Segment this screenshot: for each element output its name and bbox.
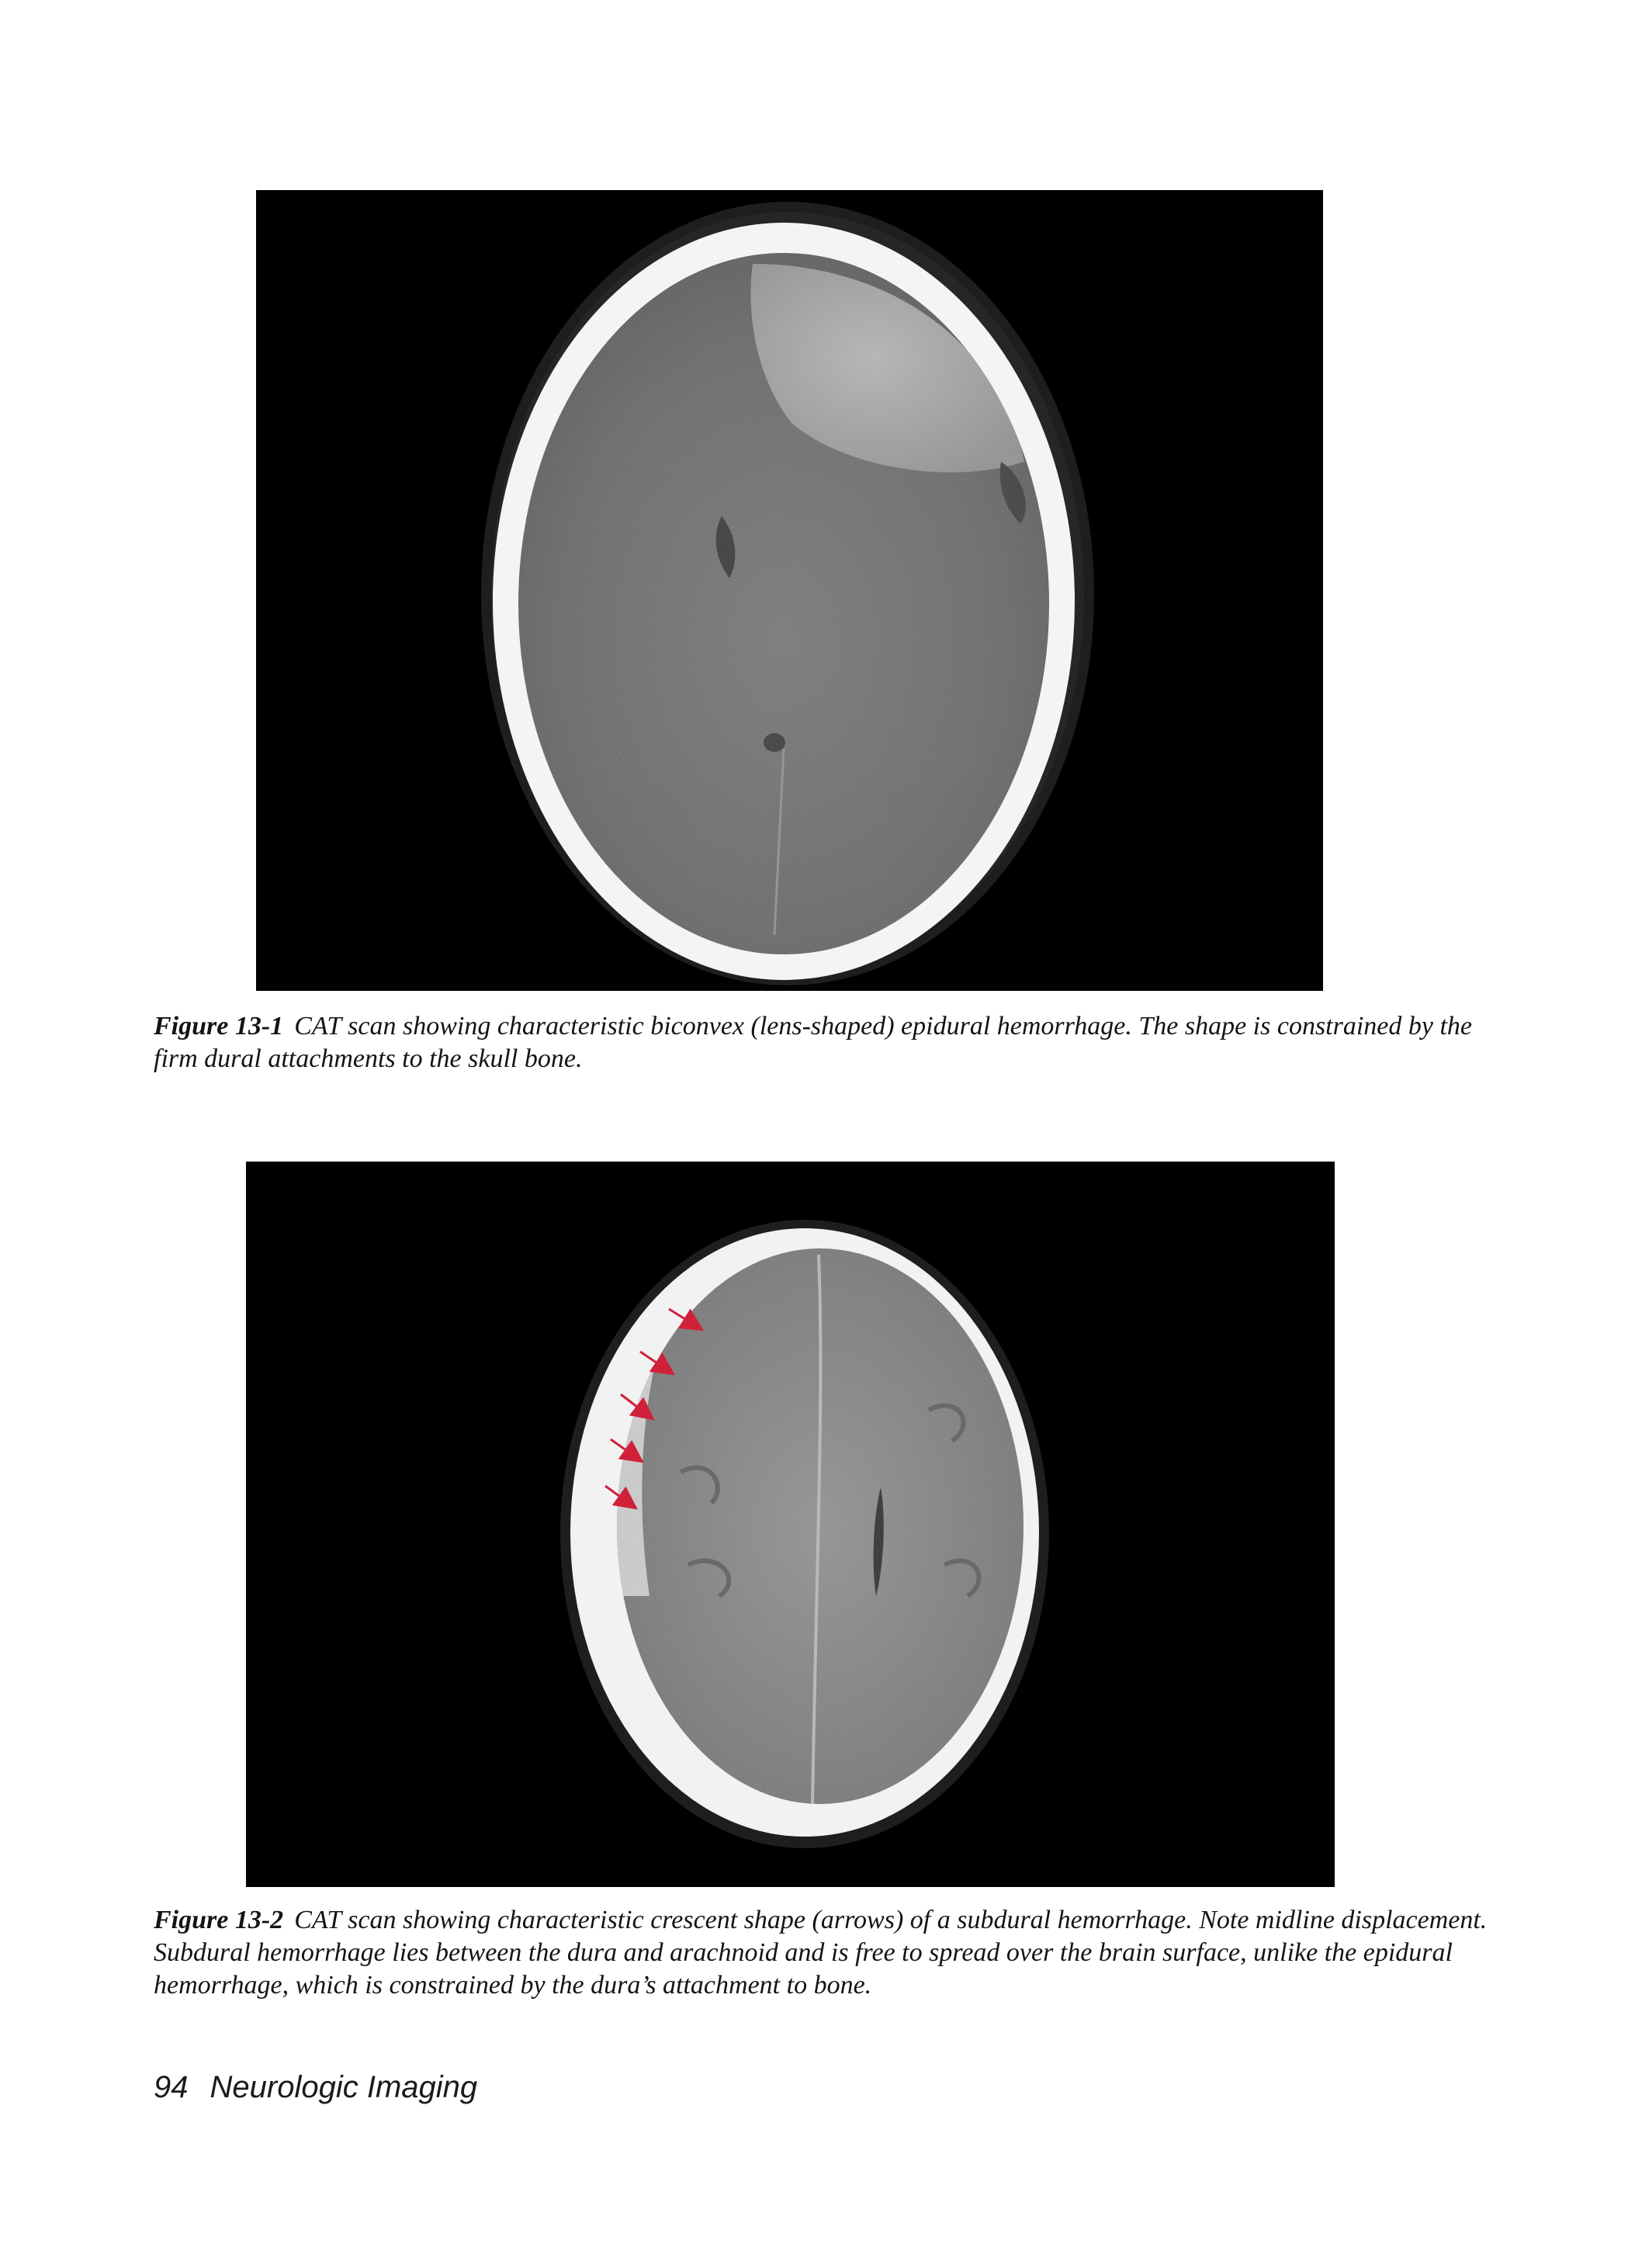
subdural-ct-scan bbox=[246, 1162, 1335, 1887]
epidural-ct-scan bbox=[256, 190, 1323, 991]
figure-13-2-image bbox=[246, 1162, 1335, 1887]
figure-13-1-caption bbox=[154, 1010, 1488, 1075]
section-title: Neurologic Imaging bbox=[210, 2070, 478, 2104]
figure-13-2-label: Figure 13-2 bbox=[154, 1906, 284, 1934]
figure-13-1-image bbox=[256, 190, 1323, 991]
figure-13-1-label: Figure 13-1 bbox=[154, 1012, 284, 1041]
figure-13-2-caption-text: CAT scan showing characteristic crescent shape (arrows) of a subdural hemorrhage. Note midline displacement. Subdural hemorrhage lies between the dura and arachnoid and is free to spread over the brain surface, unlike the epidural hemorrhage, which is constrained by the dura’s attachment to bone. bbox=[154, 1906, 1488, 2000]
figure-13-1-caption-text: CAT scan showing characteristic biconvex (lens-shaped) epidural hemorrhage. The shape is constrained by the firm dural attachments to the skull bone. bbox=[154, 1012, 1473, 1073]
figure-13-2-caption bbox=[154, 1904, 1488, 2002]
page-number: 94 bbox=[154, 2070, 189, 2104]
running-footer bbox=[154, 2070, 477, 2105]
